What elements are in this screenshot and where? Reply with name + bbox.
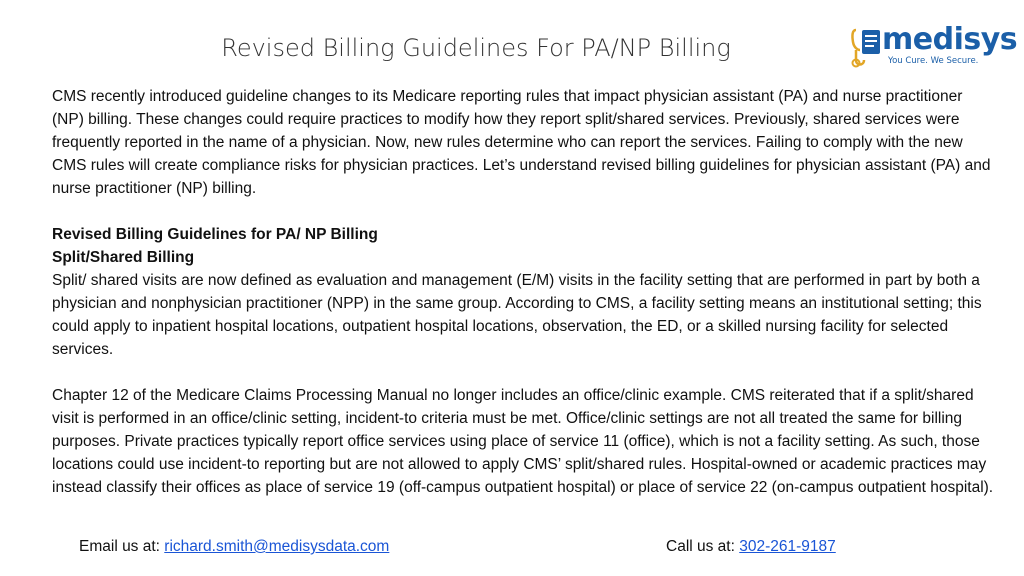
email-footer [79, 538, 389, 556]
logo-tagline: You Cure. We Secure. [888, 56, 979, 66]
sub-heading: Split/Shared Billing [52, 249, 195, 266]
phone-link[interactable]: 302-261-9187 [739, 538, 836, 555]
phone-label: Call us at: [666, 538, 740, 555]
email-label: Email us at: [79, 538, 165, 555]
section-heading: Revised Billing Guidelines for PA/ NP Billing [52, 226, 378, 243]
phone-footer [666, 538, 836, 556]
page-title: Revised Billing Guidelines For PA/NP Billing [221, 34, 731, 62]
medisys-logo[interactable] [850, 22, 1018, 72]
chapter12-paragraph: Chapter 12 of the Medicare Claims Processing Manual no longer includes an office/clinic example. CMS reiterated that if a split/shared visit is performed in an office/clinic setting, incident-to criteria must be met. Office/clinic settings are not all treated the same for billing purposes. Private practices typically report office services using place of service 11 (office), which is not a facility setting. As such, those locations could use incident-to reporting but are not allowed to apply CMS’ split/shared rules. Hospital-owned or academic practices may instead classify their offices as place of service 19 (off-campus outpatient hospital) or place of service 22 (on-campus outpatient hospital). [52, 387, 994, 496]
spacer [52, 200, 997, 223]
logo-wordmark: medisys [882, 22, 1018, 57]
split-shared-paragraph: Split/ shared visits are now defined as evaluation and management (E/M) visits in the facility setting that are performed in part by both a physician and nonphysician practitioner (NPP) in the same group. According to CMS, a facility setting means an institutional setting; this could apply to inpatient hospital locations, outpatient hospital locations, observation, the ED, or a skilled nursing facility for selected services. [52, 272, 982, 358]
intro-paragraph: CMS recently introduced guideline changes to its Medicare reporting rules that impact physician assistant (PA) and nurse practitioner (NP) billing. These changes could require practices to modify how they report split/shared services. Previously, shared services were frequently reported in the name of a physician. Now, new rules determine who can report the services. Failing to comply with the new CMS rules will create compliance risks for physician practices. Let’s understand revised billing guidelines for physician assistant (PA) and nurse practitioner (NP) billing. [52, 88, 991, 197]
body-content [52, 85, 997, 499]
spacer [52, 361, 997, 384]
stethoscope-document-icon [850, 26, 884, 70]
email-link[interactable]: richard.smith@medisysdata.com [164, 538, 390, 555]
